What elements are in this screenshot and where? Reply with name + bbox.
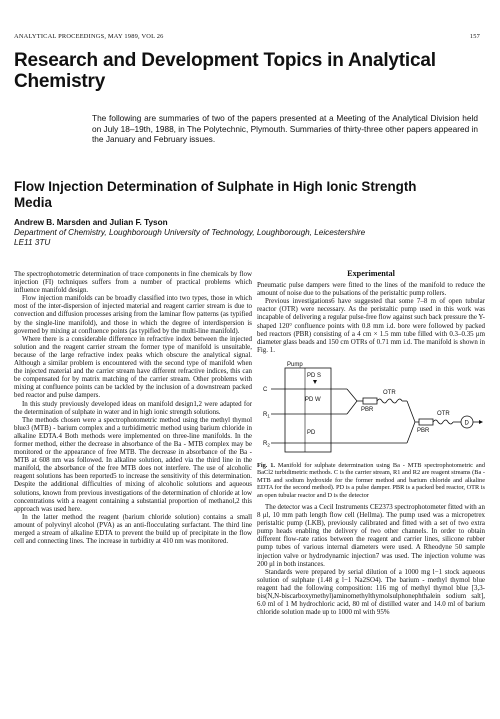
- body-paragraph: The spectrophotometric determination of trace components in fine chemicals by flow injection (FI) techniques suffers from a number of practical problems which influence manifold design.: [14, 270, 252, 295]
- injection-arrow-icon: [313, 380, 317, 384]
- flow-arrow-icon: [479, 420, 483, 424]
- caption-text: Manifold for sulphate determination using Ba - MTB spectrophotometric and BaCl2 turbidimetric methods. C is the carrier stream, R1 and R2 are reagent streams (Ba - MTB and sodium hydroxide for the former method and barium chloride and alkaline EDTA for the second method). PD is a pulse damper. PBR is a packed bed reactor, OTR is an open tubular reactor and D is the detector: [257, 461, 485, 499]
- reagent2-label: $R_2$: [263, 440, 270, 448]
- caption-label: Fig. 1.: [257, 461, 275, 469]
- affiliation-line2: LE11 3TU: [14, 238, 51, 248]
- pbr1-icon: [363, 398, 377, 404]
- otr2-label: OTR: [437, 410, 450, 417]
- pd-w-label: PD W: [305, 396, 321, 403]
- article-title-line1: Flow Injection Determination of Sulphate in High Ionic Strength: [14, 179, 417, 194]
- article-title: [14, 179, 484, 210]
- detector-label: D: [464, 420, 469, 427]
- affiliation-line1: Department of Chemistry, Loughborough University of Technology, Loughborough, Leicestershire: [14, 228, 366, 237]
- running-header: [14, 33, 480, 40]
- confluence2-b: [407, 422, 415, 443]
- body-paragraph: Where there is a considerable difference in refractive index between the injected solution and the reagent carrier stream the former type of manifold is unsuitable, because of the large refractive index peaks which obscure the analytical signal. Although a similar problem is encountered with the second type of manifold when the injected material and the carrier stream have different refractive indices, this can be compensated for by matrix matching of the carrier stream. Other problems with mixing at confluence points can be tackled by the inclusion of a downstream packed bed reactor and pulse dampers.: [14, 334, 252, 400]
- body-paragraph: Flow injection manifolds can be broadly classified into two types, those in which most of the inter-dispersion of injected material and reagent carrier stream is due to convection and diffusion processes arising from the laminar flow patterns (as typified by the single-line manifold), and those in which the degree of interdispersion is governed by mixing at confluence points (as typified by the multi-line manifold).: [14, 294, 252, 335]
- section-title-line2: Chemistry: [14, 71, 106, 92]
- confluence2-a: [407, 401, 415, 422]
- body-paragraph: In the latter method the reagent (barium chloride solution) contains a small amount of polyvinyl alcohol (PVA) as an anti-flocculating surfactant. The third line merged a stream of alkaline EDTA to prevent the build up of precipitate in the flow cell and connecting lines. The increase in turbidity at 410 nm was monitored.: [14, 512, 252, 546]
- confluence1-b: [347, 401, 357, 414]
- article-affiliation: [14, 228, 434, 248]
- manifold-figure: [257, 358, 485, 458]
- figure-caption: [257, 462, 485, 499]
- article-title-line2: Media: [14, 194, 52, 210]
- pbr2-label: PBR: [417, 427, 430, 434]
- body-paragraph: Pneumatic pulse dampers were fitted to the lines of the manifold to reduce the amount of noise due to the pulsations of the peristaltic pump rollers.: [257, 281, 485, 298]
- manifold-diagram: [257, 358, 485, 458]
- body-paragraph: The methods chosen were a spectrophotometric method using the methyl thymol blue3 (MTB) - barium complex and a turbidimetric method using barium chloride in alkaline EDTA.4 Both methods were implemented on three-line manifolds. In the former method, either the decrease in absorbance of the Ba - MTB complex may be monitored or the appearance of free MTB. The decrease in absorbance of the Ba - MTB at 608 nm was followed. In alkaline solution, added via the third line in the manifold, the absorbance of the free MTB does not interfere. The use of alcoholic reagent solutions has been reported5 to increase the sensitivity of this determination. Despite the additional difficulties of mixing of alcoholic solutions and aqueous solutions, known from previous investigations of the determination of chloride at low concentrations with a reagent containing a substantial proportion of methanol,2 this approach was used here.: [14, 415, 252, 513]
- body-paragraph: Previous investigations6 have suggested that some 7–8 m of open tubular reactor (OTR) were necessary. As the peristaltic pump used in this work was incapable of delivering a regular pulse-free flow against such back pressure the Y-shaped 120° confluence points with 0.8 mm i.d. bore were followed by packed bed reactors (PBR) consisting of a 4 cm × 1.5 mm tube filled with 0.3–0.35 μm diameter glass beads and 150 cm OTRs of 0.71 mm i.d. The manifold is shown in Fig. 1.: [257, 297, 485, 354]
- section-title: [14, 50, 484, 92]
- body-paragraph: Standards were prepared by serial dilution of a 1000 mg l−1 stock aqueous solution of sulphate (1.48 g l−1 Na2SO4). The barium - methyl thymol blue reagent had the following composition: 116 mg of methyl thymol blue [3,3-bis(N,N-biscarboxymethyl)aminomethylthymolsulphonephthalein sodium salt], 6.0 ml of 1 M hydrochloric acid, 80 ml of distilled water and 14.0 ml of barium chloride solution made up to 1000 ml with 95%: [257, 567, 485, 617]
- body-paragraph: The detector was a Cecil Instruments CE2373 spectrophotometer fitted with an 8 μl, 10 mm path length flow cell (Hellma). The pump used was a micropetrex peristaltic pump (LKB), previously calibrated and fitted with a set of two extra pump heads enabling the delivery of two other channels. In order to obtain different flow-rate ratios between the reagent and carrier lines, silicone rubber pump tubes of various internal diameters were used. A Rheodyne 50 sample injection valve or hydrodynamic injection7 was used. The injection volume was 200 μl in both instances.: [257, 502, 485, 568]
- pump-box: [285, 368, 331, 452]
- pbr1-label: PBR: [361, 406, 374, 413]
- experimental-heading: Experimental: [347, 269, 395, 278]
- otr1-coil-icon: [377, 399, 402, 403]
- reagent1-label: $R_1$: [263, 411, 270, 419]
- pd-label: PD: [307, 429, 316, 436]
- right-column: [257, 270, 485, 616]
- article-authors: Andrew B. Marsden and Julian F. Tyson: [14, 218, 168, 227]
- pd-s-label: PD S: [307, 372, 322, 379]
- section-title-line1: Research and Development Topics in Analytical: [14, 50, 436, 71]
- otr2-coil-icon: [433, 420, 453, 424]
- journal-running-title: ANALYTICAL PROCEEDINGS, MAY 1989, VOL 26: [14, 33, 164, 40]
- otr1-label: OTR: [383, 389, 396, 396]
- section-intro: The following are summaries of two of the papers presented at a Meeting of the Analytical Division held on July 18–19th, 1988, in The Polytechnic, Plymouth. Summaries of thirty-three other papers appeared in the January and February issues.: [92, 113, 478, 145]
- page-number: 157: [469, 33, 480, 40]
- body-paragraph: In this study previously developed ideas on manifold design1,2 were adapted for the determination of sulphate in water and in high ionic strength solutions.: [14, 399, 252, 416]
- confluence1-a: [347, 389, 357, 401]
- left-column: [14, 270, 252, 545]
- pbr2-icon: [419, 419, 433, 425]
- carrier-label: C: [263, 386, 268, 393]
- pump-label: Pump: [287, 361, 303, 368]
